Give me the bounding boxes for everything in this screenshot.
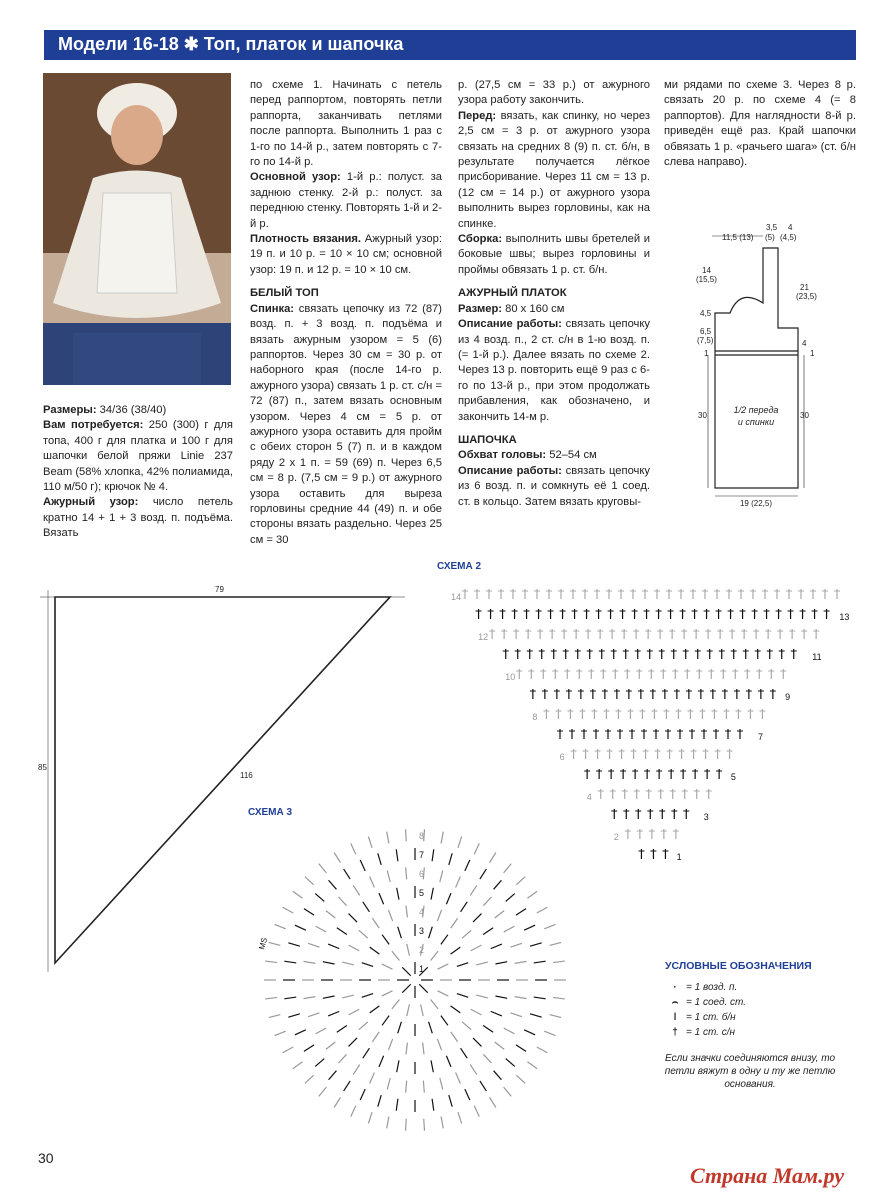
top-heading: БЕЛЫЙ ТОП (250, 287, 319, 300)
column-4 (664, 78, 856, 170)
schema-3-row-label: 2 (419, 945, 425, 955)
double-crochet-icon: † (672, 1027, 678, 1038)
density-text: Ажурный узор: 19 п. и 10 р. = 10 × 10 см; основной узор: 19 п. и 12 р. = 10 × 10 см. (250, 233, 442, 276)
page-header (44, 30, 856, 60)
legend-item (668, 1010, 746, 1025)
schema-2-row-label: 12 (478, 632, 489, 642)
column-1 (43, 403, 233, 542)
dim-top-b2: (5) (765, 233, 775, 242)
schema-2-row (476, 609, 830, 619)
schema-2-row-label: 6 (559, 752, 565, 762)
schema-2-row (462, 589, 840, 599)
schema-2-row-label: 10 (505, 672, 516, 682)
legend-text: = 1 соед. ст. (686, 997, 747, 1008)
schema-3-chart (250, 820, 590, 1150)
col4-paragraph-1: ми рядами по схеме 3. Через 8 р. связать 20 р. по схеме 4 (= 8 раппортов). Для наглядности 8-й р. приведён ещё раз. Край шапочки обвязать 1 р. «рачьего шага» (ст. б/н слева направо). (664, 79, 856, 169)
hat-work-label: Описание работы: (458, 464, 562, 477)
hat-work-text: связать цепочку из 6 возд. п. и сомкнуть её 1 соед. ст. в кольцо. Затем вязать круговы- (458, 464, 650, 508)
model-photo (43, 73, 231, 385)
sizes-text: 34/36 (38/40) (96, 404, 167, 416)
assembly-label: Сборка: (458, 233, 503, 246)
schema-3-ms-label: MS (257, 936, 270, 951)
dim-left-30: 30 (698, 411, 707, 420)
schema-3-ring (359, 924, 471, 1036)
dim-top-c: 4 (788, 223, 793, 232)
legend-item (668, 995, 746, 1010)
front-label: Перед: (458, 109, 497, 122)
head-label: Обхват головы: (458, 449, 547, 462)
dim-left-14: 14 (702, 266, 711, 275)
legend-title: УСЛОВНЫЕ ОБОЗНАЧЕНИЯ (665, 960, 812, 972)
schema-3-row-label: 4 (419, 907, 425, 917)
single-crochet-icon: ǀ (673, 1012, 677, 1023)
schema-2-row (584, 769, 722, 779)
schema-2-row-label: 8 (532, 712, 538, 722)
column-3 (458, 78, 650, 510)
schema-2-row-label: 4 (586, 792, 592, 802)
legend-note: Если значки соединяются внизу, то петли вяжут в одну и ту же петлю основания. (664, 1053, 836, 1090)
hat-heading: ШАПОЧКА (458, 433, 517, 446)
schema-2-row (503, 649, 797, 659)
main-pattern-text: 1-й р.: полуст. за заднюю стенку. 2-й р.: полуст. за переднюю стенку. Повторять 1-й и 2-й р. (250, 171, 442, 230)
schema-2-row (489, 629, 819, 639)
legend-text: = 1 ст. с/н (686, 1027, 736, 1038)
watermark: Страна Мам.ру (690, 1163, 845, 1188)
legend (668, 980, 746, 1040)
page-title: Модели 16-18 ✱ Топ, платок и шапочка (58, 34, 404, 54)
materials-text: 250 (300) г для топа, 400 г для платка и 100 г для шапочки белой пряжи Linie 237 Beam (58% хлопка, 42% полиамида, 110 м/50 г); крючок № 4. (43, 419, 233, 494)
col2-paragraph-1: по схеме 1. Начинать с петель перед раппортом, повторять петли раппорта, заканчивать петлями после раппорта. Выполнить 1 раз с 1-го по 14-й р., затем повторять с 7-го по 14-й р. (250, 79, 442, 169)
schema-2-row-label: 2 (613, 832, 619, 842)
schema-2-row (516, 669, 786, 679)
schema-3-label: СХЕМА 3 (248, 807, 293, 818)
schema-2-row (543, 709, 765, 719)
dim-left-65: 6,5 (700, 327, 712, 336)
main-pattern-label: Основной узор: (250, 171, 341, 184)
column-2 (250, 78, 442, 548)
schema-3-ring (302, 867, 528, 1092)
legend-item (668, 1025, 746, 1040)
schema-2-row-label: 1 (676, 852, 682, 862)
schema-2-row (571, 749, 733, 759)
schema-2-row (638, 849, 668, 859)
dim-top-c2: (4,5) (780, 233, 797, 242)
legend-text: = 1 ст. б/н (686, 1012, 736, 1023)
schema-2-row-label: 7 (758, 732, 764, 742)
lace-label: Ажурный узор: (43, 496, 139, 509)
shawl-heading: АЖУРНЫЙ ПЛАТОК (458, 287, 567, 300)
dim-left-155: (15,5) (696, 275, 717, 284)
dim-right-30: 30 (800, 411, 809, 420)
shawl-side-dim: 85 (38, 763, 47, 772)
sizes-label: Размеры: (43, 404, 97, 416)
dim-top-b: 3,5 (766, 223, 778, 232)
shawl-size-text: 80 x 160 см (502, 302, 565, 315)
legend-item (668, 980, 746, 995)
materials-label: Вам потребуется: (43, 419, 144, 432)
back-label: Спинка: (250, 302, 295, 315)
schema-2-row-label: 5 (730, 772, 736, 782)
top-pattern-schematic (670, 218, 830, 508)
page-number: 30 (38, 1150, 54, 1166)
schema-2-row-label: 9 (785, 692, 791, 702)
schema-3-row-label: 3 (419, 926, 425, 936)
schema-2-row (557, 729, 743, 739)
schema-2-row (598, 789, 712, 799)
head-text: 52–54 см (546, 449, 597, 462)
density-label: Плотность вязания. (250, 233, 362, 246)
dim-left-75: (7,5) (697, 336, 714, 345)
dim-bottom: 19 (22,5) (739, 499, 773, 508)
schema-3-ring (378, 944, 452, 1016)
schema-2-row-label: 3 (703, 812, 709, 822)
model-illustration (43, 73, 231, 385)
schema-2-row-label: 11 (812, 652, 822, 662)
schema-2-row-label: 13 (839, 612, 850, 622)
schema-3-row-label: 7 (419, 850, 425, 860)
dim-right-21: 21 (800, 283, 809, 292)
schema-3-row-label: 6 (419, 869, 425, 879)
shawl-work-label: Описание работы: (458, 318, 562, 331)
shawl-top-dim: 79 (215, 585, 224, 594)
dim-left-1: 1 (704, 349, 709, 358)
dim-right-4: 4 (802, 339, 807, 348)
schema-3-row-label: 8 (419, 831, 425, 841)
schema-2-row (530, 689, 776, 699)
dim-right-1: 1 (810, 349, 815, 358)
center-label-1: 1/2 переда (733, 405, 779, 415)
slip-stitch-icon: ⌢ (671, 997, 679, 1008)
back-text: связать цепочку из 72 (87) возд. п. + 3 возд. п. подъёма и вязать ажурным узором = 5 (6) раппортов. Через 30 см = 30 р. от наборного края (после 14-го р. ажурного узора) связать 1 р. ст. с/н = 72 (87) п., затем вязать основным узором. Через 4 см = 5 р. от ажурного узора оставить для пройм с обеих сторон 5 (7) п. и в каждом ряду 2 х 1 п. = 59 (69) п. Через 6,5 см = 8 р. (7,5 см = 9 р.) от ажурного узора оставить для выреза горловины средние 44 (49) п. и обе стороны вязать раздельно. Через 25 см = 30 (250, 302, 442, 546)
chain-stitch-icon: · (673, 982, 677, 993)
schema-3-row-label: 1 (419, 964, 425, 974)
shawl-size-label: Размер: (458, 302, 503, 315)
dim-right-235: (23,5) (796, 292, 817, 301)
schema-3-row-label: 5 (419, 888, 425, 898)
schema-2-row-label: 14 (451, 592, 462, 602)
schema-2-label: СХЕМА 2 (437, 561, 482, 572)
front-text: вязать, как спинку, но через 2,5 см = 3 р. от ажурного узора связать на средних 8 (9) п. ст. б/н, в результате получается лёгкое присборивание. Через 11 см = 13 р. (12 см = 14 р.) от ажурного узора выполнить вырез горловины, как на спинке. (458, 109, 650, 230)
schema-2-row (611, 809, 689, 819)
lace-text: число петель кратно 14 + 1 + 3 возд. п. подъёма. Вязать (43, 496, 233, 540)
center-label-2: и спинки (737, 417, 775, 427)
dim-left-45: 4,5 (700, 309, 712, 318)
assembly-text: выполнить швы бретелей и боковые швы; вырез горловины и проймы обвязать 1 р. ст. б/н. (458, 233, 650, 276)
shawl-diag-dim: 116 (240, 771, 253, 780)
schema-2-row (625, 829, 679, 839)
schema-3-ring (397, 962, 433, 998)
col3-paragraph-1: р. (27,5 см = 33 р.) от ажурного узора работу закончить. (458, 79, 650, 107)
shawl-work-text: связать цепочку из 4 возд. п., 2 ст. с/н в 1-ю возд. п. (= 1-й р.). Далее вязать по схеме 2. Через 13 р. повторить ещё 9 раз с 6-го по 13-й р., при этом продолжать прибавления, как обозначено, и закончить 14-м р. (458, 318, 650, 423)
dim-top-a: 11,5 (13) (722, 233, 754, 242)
legend-text: = 1 возд. п. (686, 982, 738, 993)
